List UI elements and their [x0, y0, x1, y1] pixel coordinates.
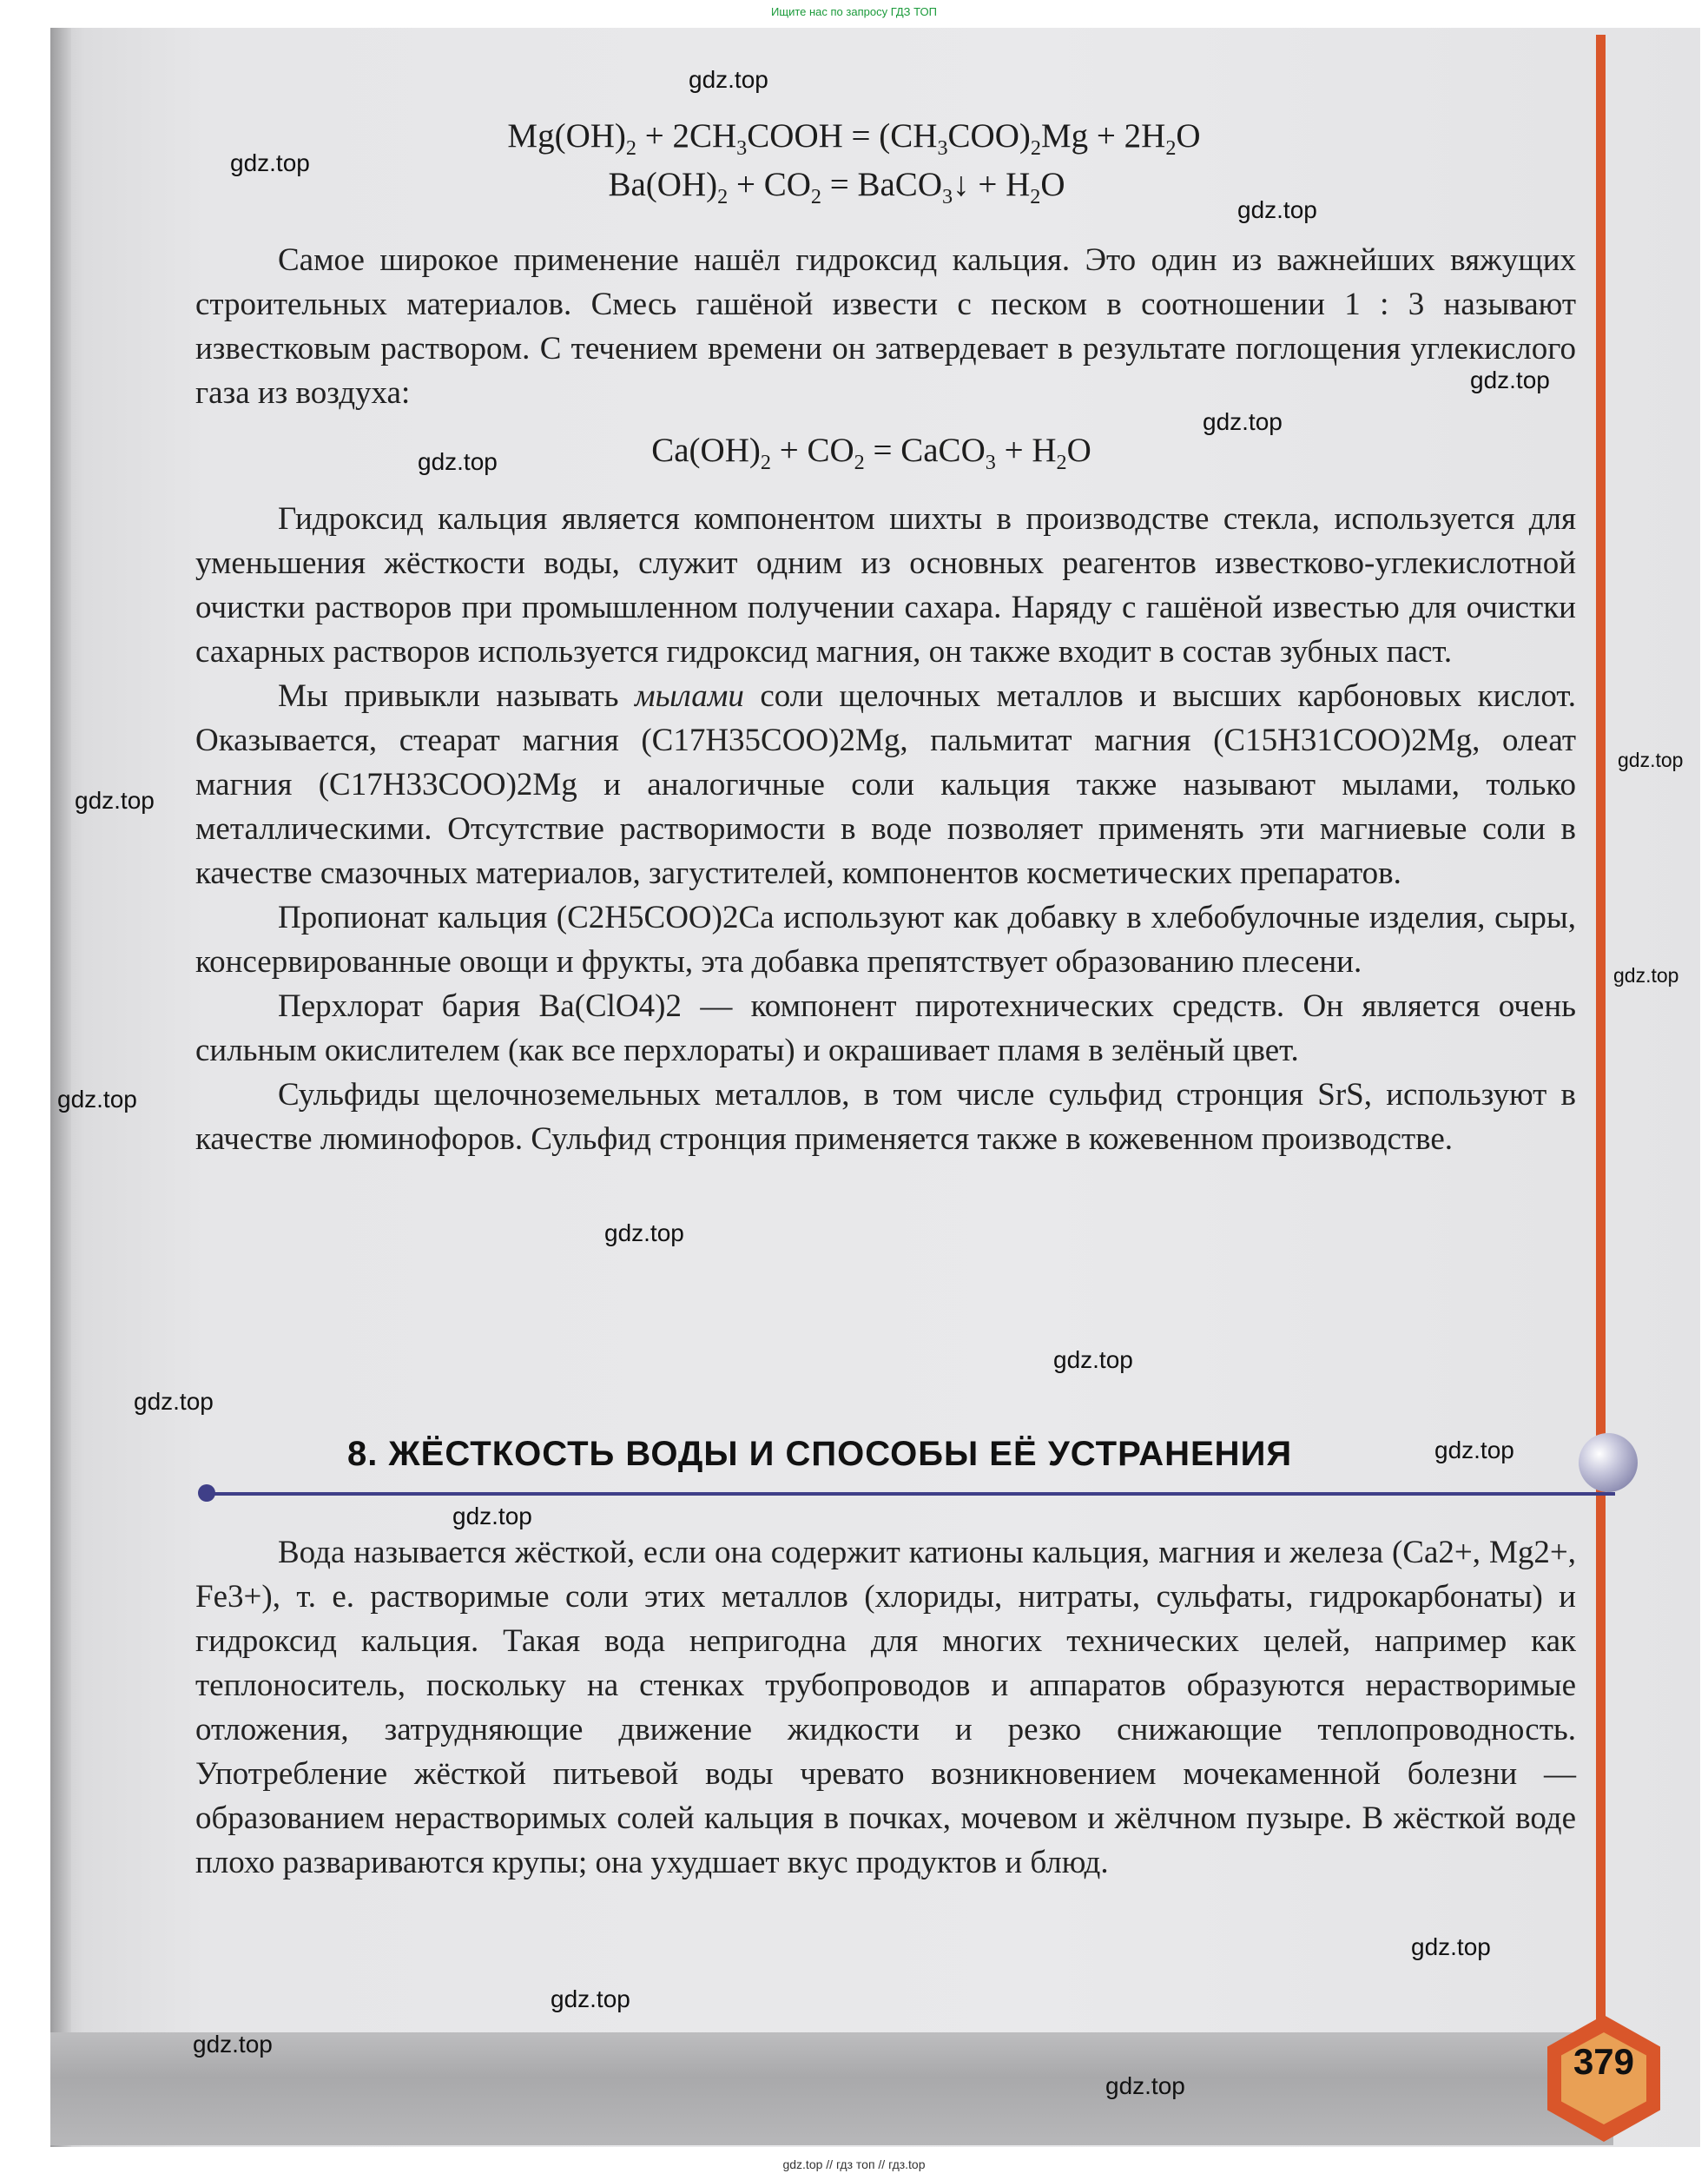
watermark: gdz.top	[604, 1219, 684, 1246]
emphasis-soaps: мылами	[634, 678, 744, 714]
watermark: gdz.top	[1105, 2072, 1185, 2099]
paragraph-4: Пропионат кальция (C2H5COO)2Ca используют как добавку в хлебобулочные изделия, сыры, консервированные овощи и фрукты, эта добавка препятствует образованию плесени.	[195, 900, 1576, 980]
watermark: gdz.top	[1237, 196, 1317, 223]
paragraph-6: Сульфиды щелочноземельных металлов, в том числе сульфид стронция SrS, используют в качестве люминофоров. Сульфид стронция применяется также в кожевенном производстве.	[195, 1077, 1576, 1157]
watermark: gdz.top	[193, 2031, 273, 2058]
paragraph-2: Гидроксид кальция является компонентом шихты в производстве стекла, используется для уменьшения жёсткости воды, служит одним из основных реагентов известково-углекислотной очистки растворов при промышленном получении сахара. Наряду с гашёной известью для очистки сахарных растворов используется гидроксид магния, он также входит в состав зубных паст.	[195, 501, 1576, 670]
watermark: gdz.top	[1470, 367, 1550, 393]
page-number: 379	[1573, 2041, 1635, 2082]
watermark: gdz.top	[1434, 1437, 1514, 1463]
text-block-middle	[195, 497, 1576, 1161]
watermark: gdz.top	[1411, 1933, 1491, 1960]
paragraph-7: Вода называется жёсткой, если она содержит катионы кальция, магния и железа (Ca2+, Mg2+, Fe3+), т. е. растворимые соли этих металлов (хлориды, нитраты, сульфаты, гидрокарбонаты) и гидроксид кальция. Такая вода непригодна для многих технических целей, например как теплоноситель, поскольку на стенках трубопроводов и аппаратов образуются нерастворимые отложения, затрудняющие движение жидкости и резко снижающие теплопроводность. Употребление жёсткой питьевой воды чревато возникновением мочекаменной болезни — образованием нерастворимых солей кальция в почках, мочевом и жёлчном пузыре. В жёсткой воде плохо развариваются крупы; она ухудшает вкус продуктов и блюд.	[195, 1535, 1576, 1880]
equation-ca-carbonate: $Ca(OH)_2 + CO_2$ = CaCO$_3$ + $H_2O$	[651, 432, 1091, 474]
watermark: gdz.top	[230, 149, 310, 176]
equation-ba-carbonate: $Ba(OH)_2 + CO_2$ = BaCO$_3$↓ + $H_2O$	[608, 166, 1065, 208]
watermark: gdz.top	[452, 1503, 532, 1529]
watermark: gdz.top	[1613, 964, 1679, 987]
watermark: gdz.top	[57, 1086, 137, 1113]
top-search-note: Ищите нас по запросу ГДЗ ТОП	[771, 5, 937, 18]
heading-rule-dot	[198, 1484, 215, 1502]
watermark: gdz.top	[1618, 749, 1684, 771]
decorative-sphere	[1579, 1433, 1638, 1492]
bottom-watermark-note: gdz.top // гдз топ // гдз.top	[782, 2157, 926, 2171]
watermark: gdz.top	[134, 1388, 214, 1415]
watermark: gdz.top	[75, 787, 155, 814]
paragraph-3-rest: соли щелочных металлов и высших карбоновых кислот. Оказывается, стеарат магния (C17H35COO)2Mg, пальмитат магния (C15H31COO)2Mg, олеат магния (C17H33COO)2Mg и аналогичные соли кальция также называют мылами, только металлическими. Отсутствие растворимости в воде позволяет применять эти магниевые соли в качестве смазочных материалов, загустителей, компонентов косметических препаратов.	[195, 678, 1576, 891]
watermark: gdz.top	[1053, 1346, 1133, 1373]
paragraph-3: Мы привыкли называть мылами соли щелочных металлов и высших карбоновых кислот. Оказывается, стеарат магния (C17H35COO)2Mg, пальмитат магния (C15H31COO)2Mg, олеат магния (C17H33COO)2Mg и аналогичные соли кальция также называют мылами, только металлическими. Отсутствие растворимости в воде позволяет применять эти магниевые соли в качестве смазочных материалов, загустителей, компонентов косметических препаратов.	[195, 678, 1576, 891]
watermark: gdz.top	[689, 66, 768, 93]
text-block-bottom	[195, 1530, 1576, 1885]
watermark: gdz.top	[1203, 408, 1283, 435]
paragraph-1: Самое широкое применение нашёл гидроксид кальция. Это один из важнейших вяжущих строительных материалов. Смесь гашёной извести с песком в соотношении 1 : 3 называют известковым раствором. С течением времени он затвердевает в результате поглощения углекислого газа из воздуха:	[195, 242, 1576, 411]
page-bottom-strip	[50, 2032, 1613, 2145]
watermark: gdz.top	[418, 448, 498, 475]
section-heading: 8. ЖЁСТКОСТЬ ВОДЫ И СПОСОБЫ ЕЁ УСТРАНЕНИЯ	[347, 1435, 1293, 1473]
equation-mg-acetate: $Mg(OH)_2$ + $2CH_3COOH = (CH_3COO)_2Mg + 2H_2O$	[507, 117, 1201, 160]
orange-side-bar	[1596, 35, 1606, 2032]
paragraph-5: Перхлорат бария Ba(ClO4)2 — компонент пиротехнических средств. Он является очень сильным окислителем (как все перхлораты) и окрашивает пламя в зелёный цвет.	[195, 988, 1576, 1068]
heading-rule	[208, 1492, 1615, 1496]
paragraph-calcium-hydroxide-use	[195, 238, 1576, 415]
watermark: gdz.top	[551, 1985, 630, 2012]
